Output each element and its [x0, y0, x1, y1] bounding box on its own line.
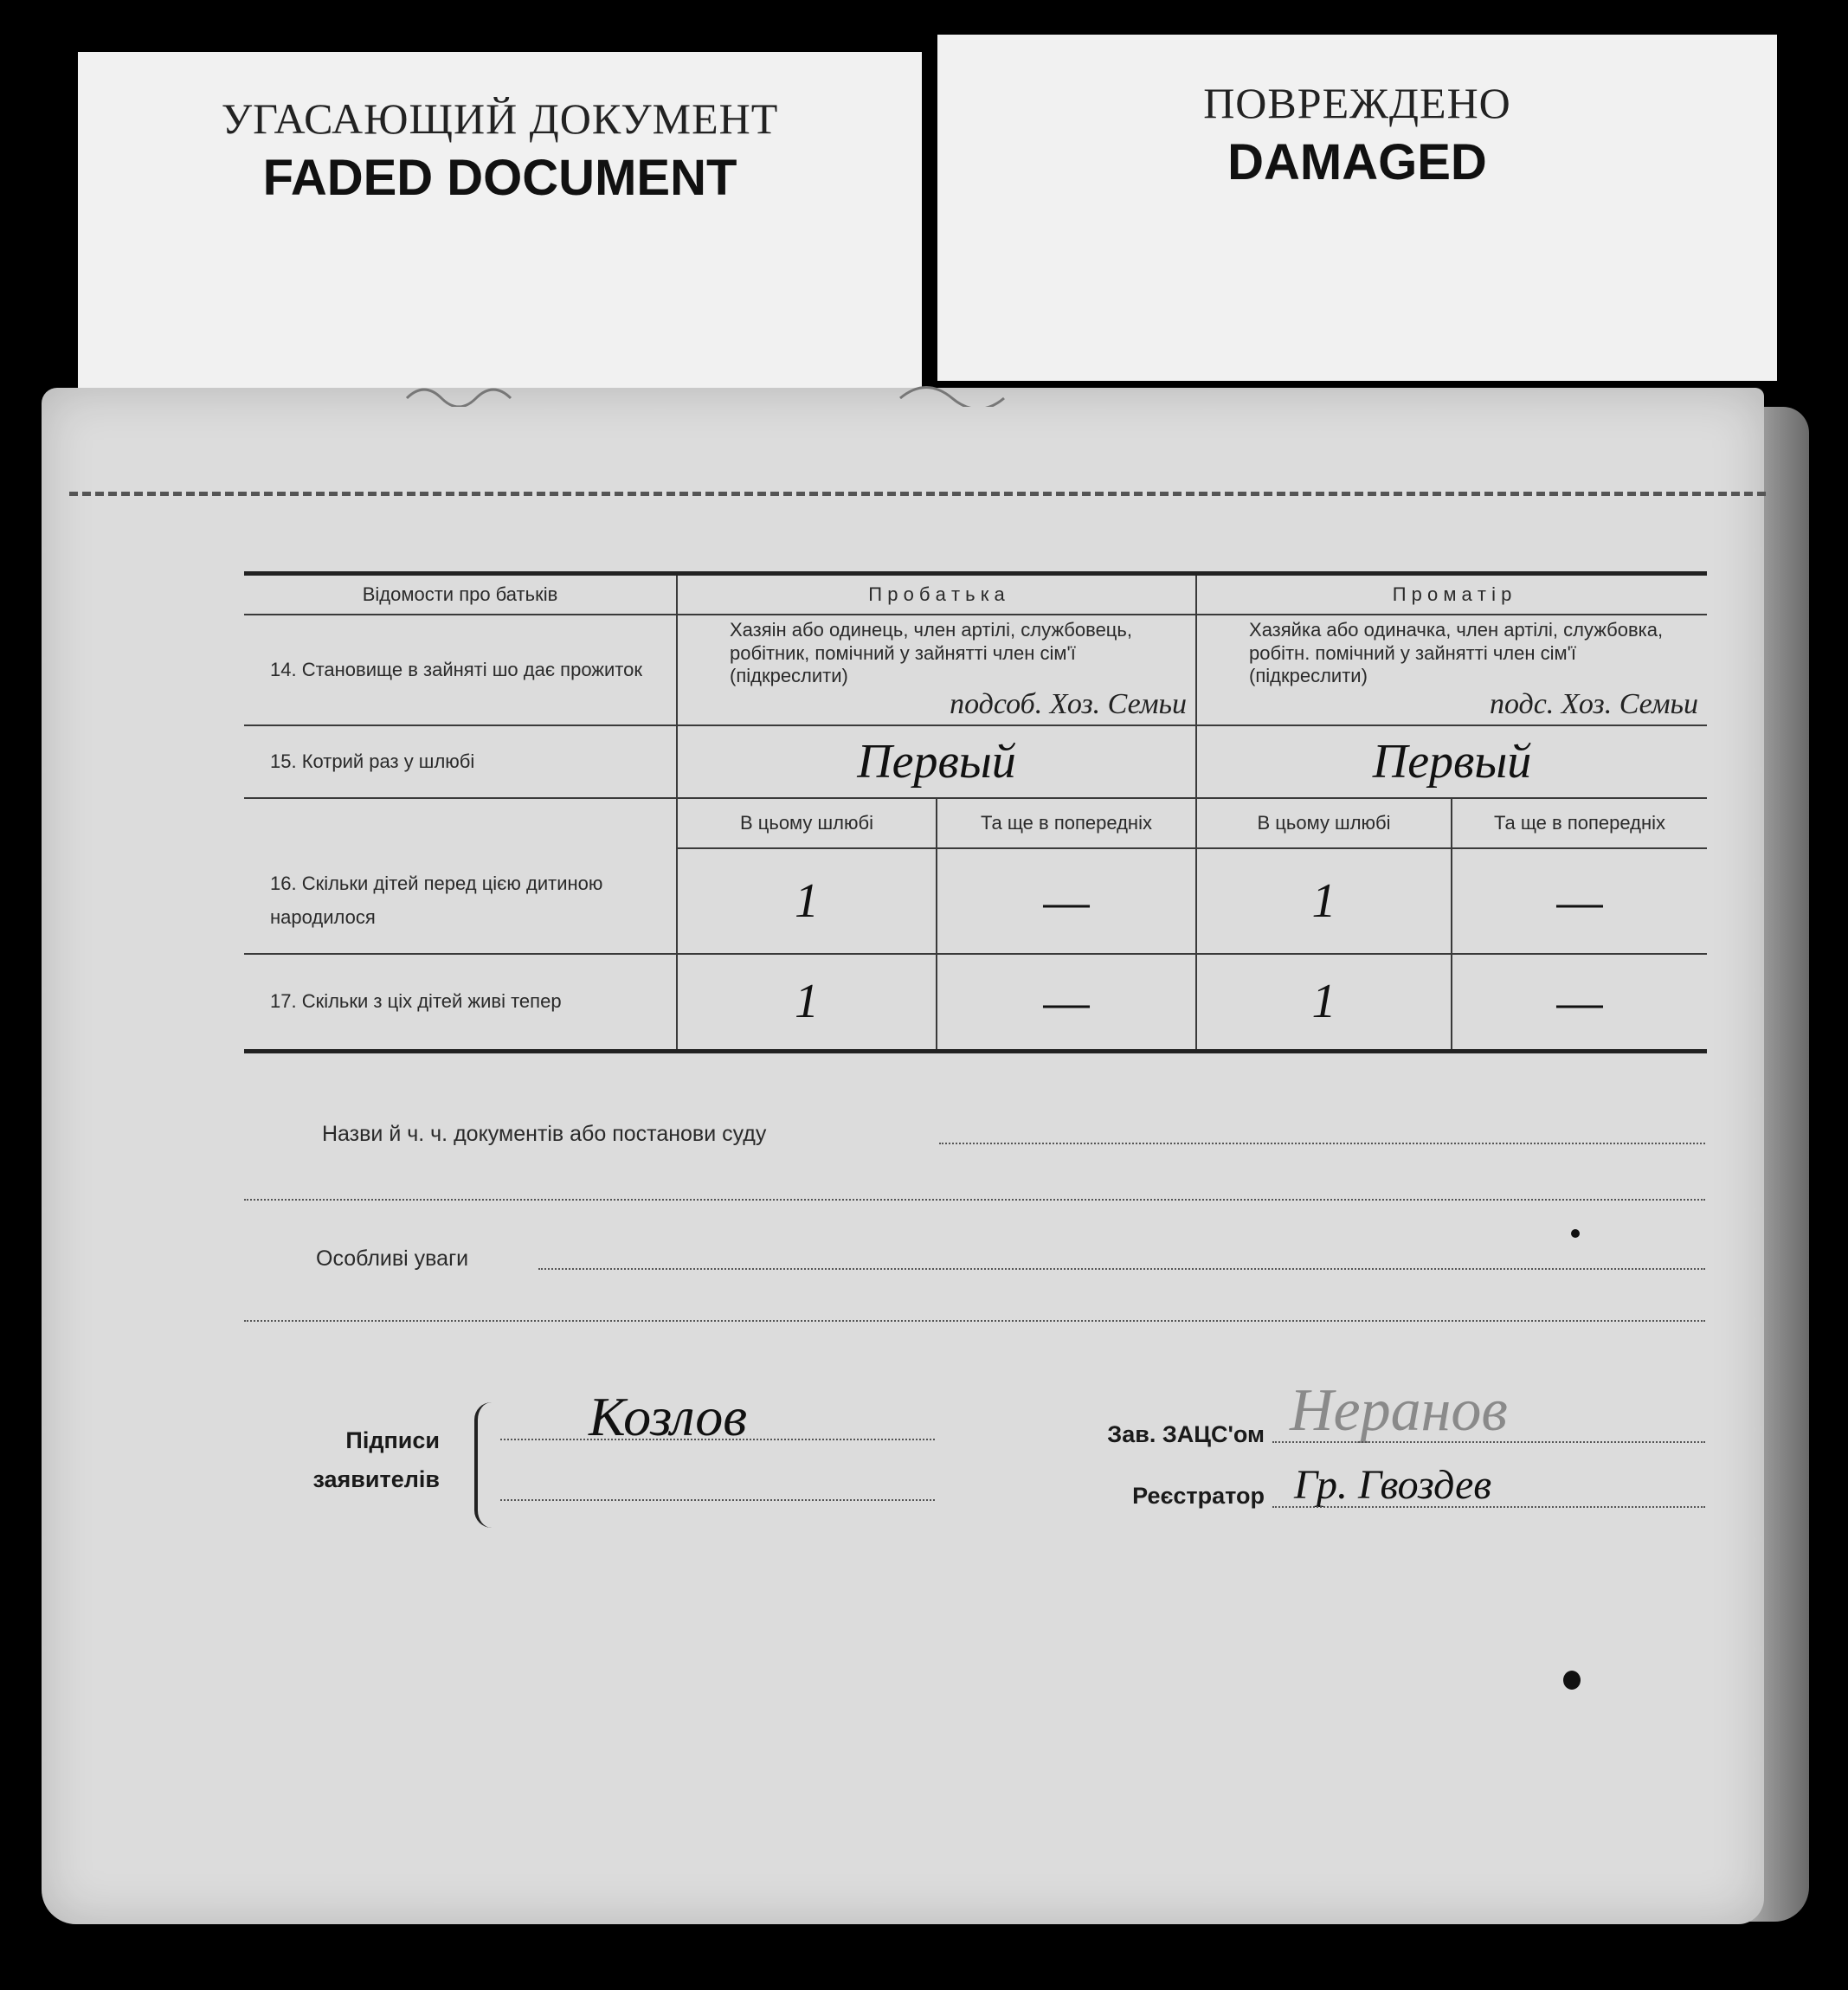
row-14-father-handwriting: подсоб. Хоз. Семьи — [950, 687, 1188, 720]
applicant-signature: Козлов — [589, 1386, 748, 1447]
row-16-mother-this — [1196, 848, 1452, 954]
header-mother: П р о м а т і р — [1196, 574, 1707, 615]
row-14-mother-handwriting: подс. Хоз. Семьи — [1489, 687, 1699, 720]
row-14-mother-options: Хазяйка або одиначка, член артілі, службовка, робітн. помічний у зайнятті член сім'ї (підкреслити) — [1249, 619, 1664, 687]
applicants-signature-label: Підписи заявителів — [312, 1427, 440, 1492]
row-17-children-alive — [244, 954, 1707, 1051]
documents-label: Назви й ч. ч. документів або постанови суду — [322, 1122, 767, 1146]
row-17-value: — — [1556, 972, 1603, 1030]
row-16-value: — — [1556, 872, 1603, 930]
parents-info-table — [244, 571, 1707, 1053]
documents-line-1 — [939, 1143, 1705, 1144]
applicant-signature-line-2 — [500, 1499, 935, 1501]
applicant-signature-line-1 — [500, 1439, 935, 1440]
perforation-line — [69, 492, 1766, 496]
row-15-mother-handwriting: Первый — [1372, 735, 1532, 789]
row-17-value: 1 — [1311, 975, 1336, 1029]
notes-label: Особливі уваги — [316, 1246, 469, 1271]
faded-document-card — [78, 52, 922, 415]
subheader-mother-this: В цьому шлюбі — [1196, 798, 1452, 848]
notes-line-2 — [244, 1320, 1705, 1322]
documents-line-2 — [244, 1199, 1705, 1201]
zags-head-label: Зав. ЗАЦС'ом — [1107, 1421, 1265, 1447]
subheader-father-previous: Та ще в попередніх — [937, 798, 1196, 848]
subheader-mother-previous: Та ще в попередніх — [1452, 798, 1707, 848]
damaged-card-russian: ПОВРЕЖДЕНО — [1203, 79, 1511, 127]
row-14-father-options: Хазяін або одинець, член артілі, службовець, робітник, помічний у зайнятті член сім'ї (підкреслити) — [730, 619, 1132, 687]
row-17-value: 1 — [795, 975, 819, 1029]
row-15-father-handwriting: Первый — [857, 735, 1016, 789]
row-16-father-previous — [937, 848, 1196, 954]
row-17-father-previous — [937, 954, 1196, 1051]
header-parents-info: Відомости про батьків — [244, 574, 677, 615]
row-17-label: 17. Скільки з ціх дітей живі тепер — [244, 954, 677, 1051]
row-17-value: — — [1043, 972, 1090, 1030]
registrar-line — [1272, 1506, 1705, 1508]
row-16-father-this — [677, 848, 937, 954]
registrar-label: Реєстратор — [1132, 1483, 1265, 1509]
row-17-mother-this — [1196, 954, 1452, 1051]
row-14-mother-cell — [1196, 615, 1707, 725]
row-15-marriage-count — [244, 725, 1707, 798]
top-edge-scribble — [381, 372, 1420, 407]
damaged-document-card — [937, 35, 1777, 381]
row-16-value: — — [1043, 872, 1090, 930]
registrar-signature: Гр. Гвоздев — [1294, 1462, 1492, 1508]
children-subheader-row — [244, 798, 1707, 848]
row-16-value: 1 — [1311, 874, 1336, 928]
faded-card-russian: УГАСАЮЩИЙ ДОКУМЕНТ — [221, 94, 779, 143]
row-15-mother-cell — [1196, 725, 1707, 798]
notes-line-1 — [538, 1268, 1705, 1270]
row-17-mother-previous — [1452, 954, 1707, 1051]
table-header-row — [244, 574, 1707, 615]
subheader-father-this: В цьому шлюбі — [677, 798, 937, 848]
row-14-label: 14. Становище в зайняті шо дає прожиток — [244, 615, 677, 725]
row-15-label: 15. Котрий раз у шлюбі — [244, 725, 677, 798]
row-15-father-cell — [677, 725, 1196, 798]
zags-head-signature: Неранов — [1290, 1377, 1508, 1444]
header-father: П р о б а т ь к а — [677, 574, 1196, 615]
row-17-father-this — [677, 954, 937, 1051]
row-14-occupation — [244, 615, 1707, 725]
subheader-blank — [244, 798, 677, 848]
row-16-value: 1 — [795, 874, 819, 928]
ink-blot — [1563, 1671, 1581, 1690]
damaged-card-english: DAMAGED — [1227, 134, 1487, 190]
faded-card-english: FADED DOCUMENT — [262, 150, 737, 206]
row-14-father-cell — [677, 615, 1196, 725]
row-16-children-born — [244, 848, 1707, 954]
row-16-mother-previous — [1452, 848, 1707, 954]
row-16-label: 16. Скільки дітей перед цією дитиною народилося — [244, 848, 677, 954]
zags-head-line — [1272, 1441, 1705, 1443]
signature-brace — [474, 1402, 492, 1528]
ink-blot — [1571, 1229, 1580, 1238]
